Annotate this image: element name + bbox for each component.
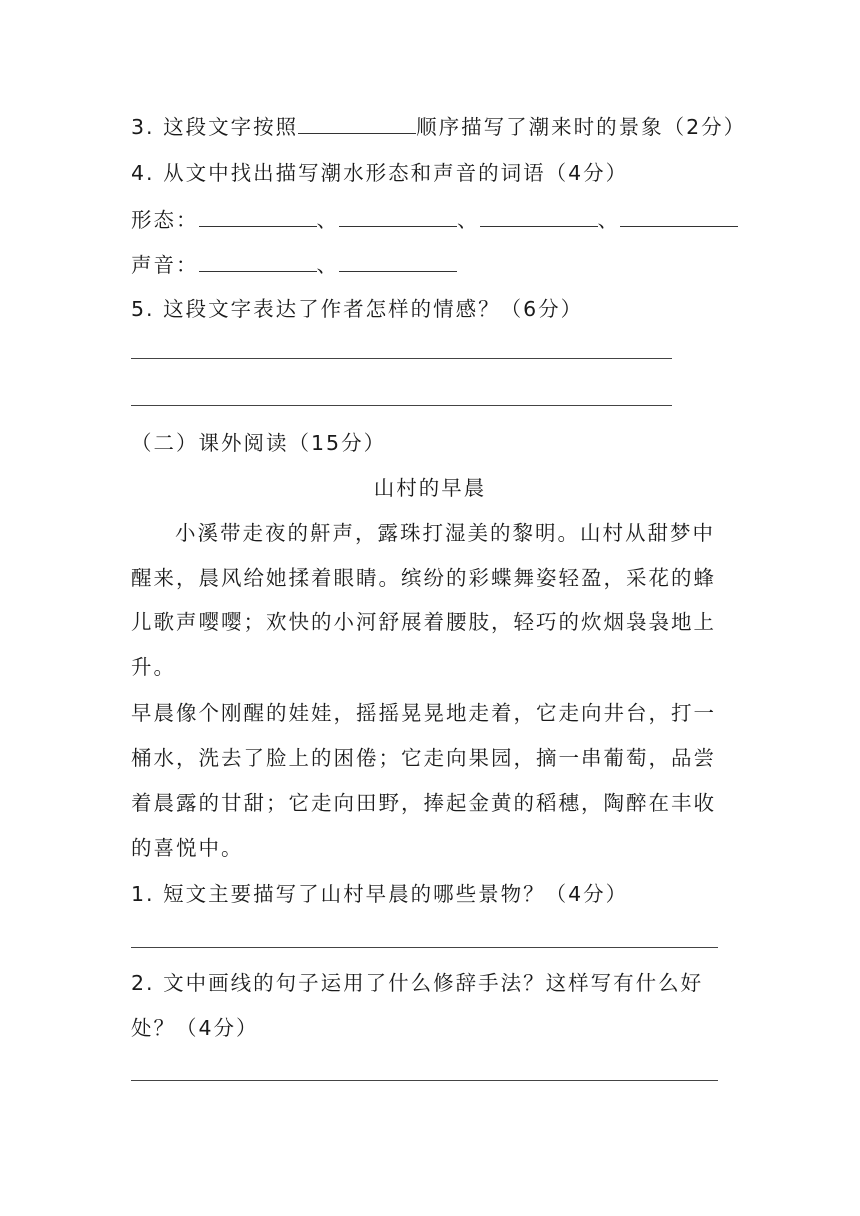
paragraph-line: 升。 bbox=[131, 655, 176, 679]
question-1: 1. 短文主要描写了山村早晨的哪些景物？（4分） bbox=[131, 882, 629, 906]
question-3-suffix: 顺序描写了潮来时的景象（2分） bbox=[416, 115, 747, 139]
paragraph-line: 醒来，晨风给她揉着眼睛。缤纷的彩蝶舞姿轻盈，采花的蜂 bbox=[131, 566, 716, 590]
answer-blank[interactable] bbox=[620, 208, 738, 227]
answer-blank[interactable] bbox=[199, 253, 317, 272]
question-4: 4. 从文中找出描写潮水形态和声音的词语（4分） bbox=[131, 161, 629, 185]
sound-answers bbox=[131, 250, 457, 280]
separator: 、 bbox=[316, 253, 339, 277]
paragraph-line: 着晨露的甘甜；它走向田野，捧起金黄的稻穗，陶醉在丰收 bbox=[131, 791, 716, 815]
paragraph-line: 桶水，洗去了脸上的困倦；它走向果园，摘一串葡萄，品尝 bbox=[131, 746, 716, 770]
answer-line[interactable] bbox=[131, 1080, 718, 1081]
answer-blank[interactable] bbox=[339, 208, 457, 227]
separator: 、 bbox=[597, 208, 620, 232]
question-3-prefix: 3. 这段文字按照 bbox=[131, 115, 299, 139]
paragraph-line: 的喜悦中。 bbox=[131, 836, 244, 860]
sound-label: 声音： bbox=[131, 253, 199, 277]
answer-line[interactable] bbox=[131, 358, 672, 359]
answer-blank[interactable] bbox=[480, 208, 598, 227]
passage-title: 山村的早晨 bbox=[373, 476, 487, 500]
question-5: 5. 这段文字表达了作者怎样的情感？（6分） bbox=[131, 297, 584, 321]
paragraph-line: 小溪带走夜的鼾声，露珠打湿美的黎明。山村从甜梦中 bbox=[175, 521, 715, 545]
paragraph-line: 儿歌声嘤嘤；欢快的小河舒展着腰肢，轻巧的炊烟袅袅地上 bbox=[131, 610, 716, 634]
section-heading: （二）课外阅读（15分） bbox=[131, 431, 387, 455]
answer-blank[interactable] bbox=[339, 253, 457, 272]
question-2-continued: 处？（4分） bbox=[131, 1016, 259, 1040]
separator: 、 bbox=[457, 208, 480, 232]
answer-line[interactable] bbox=[131, 947, 718, 948]
paragraph-line: 早晨像个刚醒的娃娃，摇摇晃晃地走着，它走向井台，打一 bbox=[131, 701, 716, 725]
answer-blank[interactable] bbox=[298, 115, 416, 134]
answer-line[interactable] bbox=[131, 405, 672, 406]
shape-label: 形态： bbox=[131, 208, 199, 232]
question-3 bbox=[131, 112, 746, 142]
question-2: 2. 文中画线的句子运用了什么修辞手法？这样写有什么好 bbox=[131, 971, 704, 995]
answer-blank[interactable] bbox=[199, 208, 317, 227]
separator: 、 bbox=[316, 208, 339, 232]
shape-answers bbox=[131, 205, 738, 235]
